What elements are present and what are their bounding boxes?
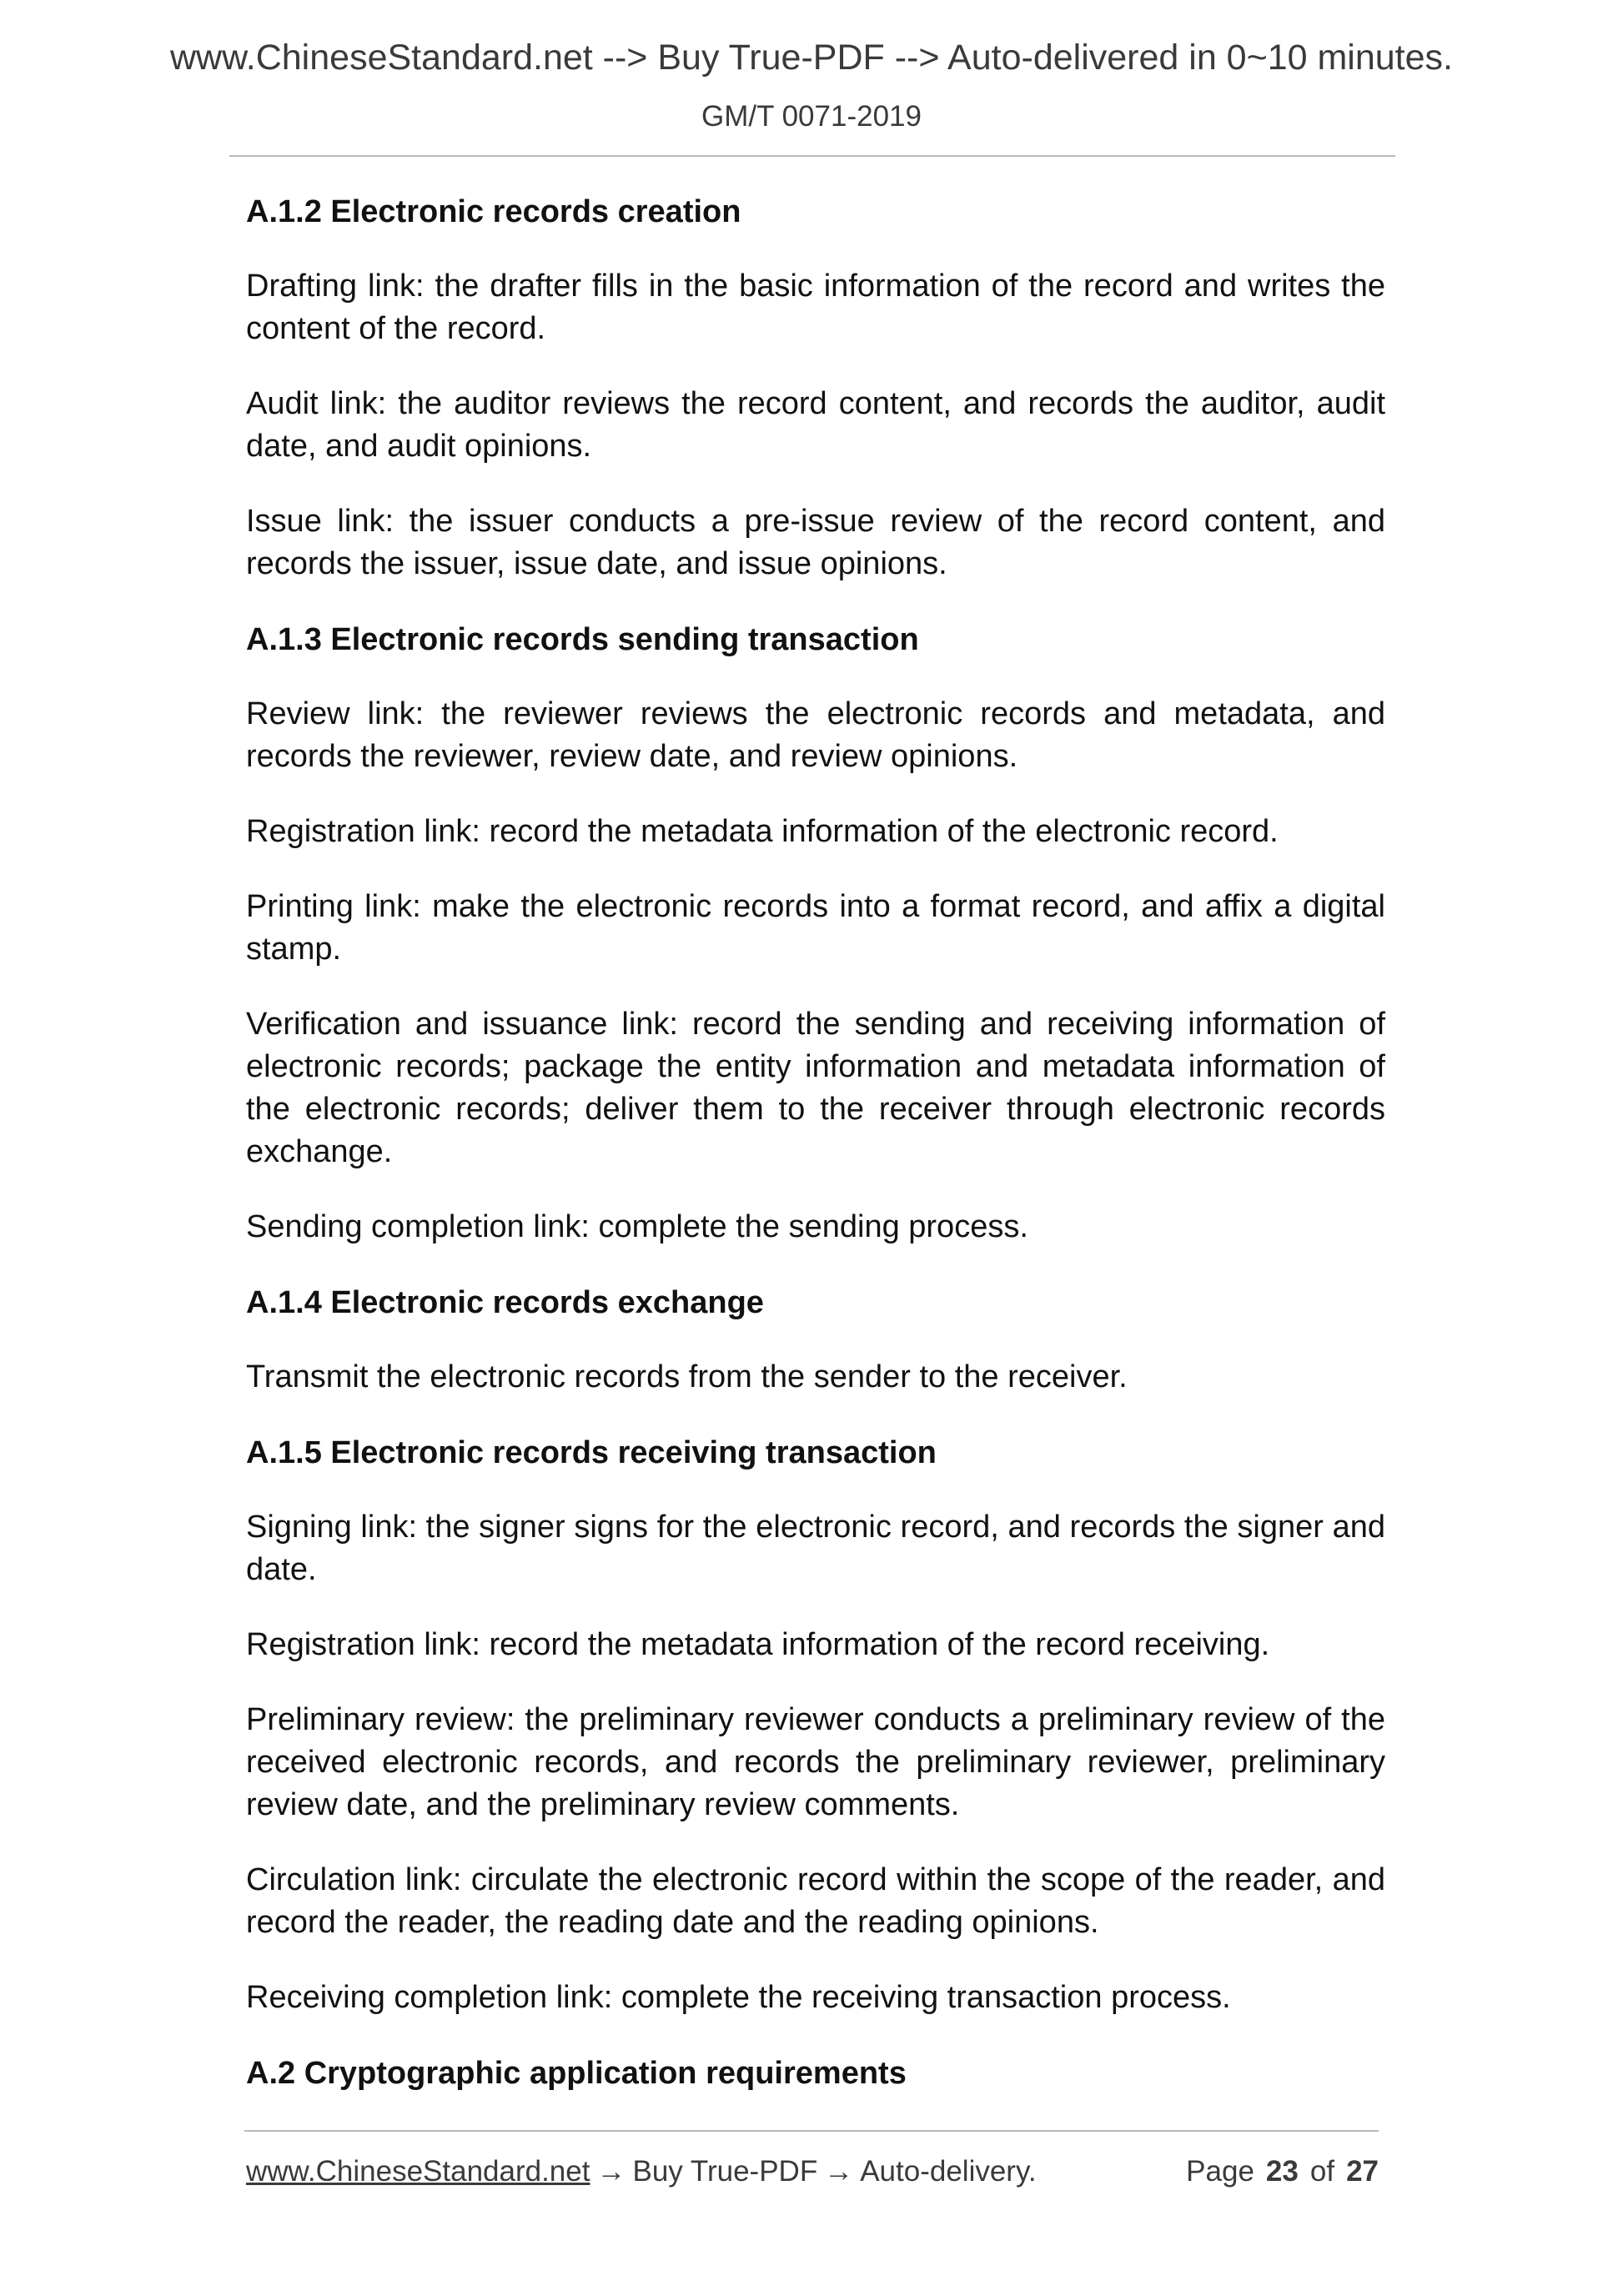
page-footer	[246, 2150, 1379, 2193]
paragraph: Signing link: the signer signs for the electronic record, and records the signer and date.	[246, 1510, 1385, 1587]
buy-true-pdf-text: Buy True-PDF	[632, 2155, 818, 2188]
paragraph: Drafting link: the drafter fills in the basic information of the record and writes the content of the record.	[246, 269, 1385, 346]
document-body	[246, 190, 1385, 2127]
paragraph: Registration link: record the metadata information of the electronic record.	[246, 814, 1279, 849]
paragraph: Verification and issuance link: record the sending and receiving information of electronic records; package the entity information and metadata information of the electronic records; deliver them to the receiver through electronic records exchange.	[246, 1007, 1385, 1169]
paragraph: Preliminary review: the preliminary reviewer conducts a preliminary review of the received electronic records, and records the preliminary reviewer, preliminary review date, and the preliminary review comments.	[246, 1702, 1385, 1822]
total-pages: 27	[1346, 2155, 1379, 2188]
footer-promo	[246, 2150, 1037, 2193]
auto-delivery-text: Auto-delivery.	[860, 2155, 1037, 2188]
section-heading: A.1.5 Electronic records receiving transaction	[246, 1435, 937, 1470]
paragraph: Printing link: make the electronic records into a format record, and affix a digital stamp.	[246, 889, 1385, 967]
header-divider	[229, 155, 1395, 157]
footer-divider	[244, 2130, 1379, 2132]
paragraph: Circulation link: circulate the electronic record within the scope of the reader, and record the reader, the reading date and the reading opinions.	[246, 1862, 1385, 1940]
section-heading: A.1.3 Electronic records sending transaction	[246, 622, 919, 657]
page-number	[1186, 2150, 1379, 2193]
paragraph: Sending completion link: complete the sending process.	[246, 1209, 1028, 1244]
page-of-label: of	[1309, 2155, 1335, 2188]
section-heading: A.1.4 Electronic records exchange	[246, 1285, 764, 1320]
paragraph: Review link: the reviewer reviews the electronic records and metadata, and records the reviewer, review date, and review opinions.	[246, 696, 1385, 774]
paragraph: Transmit the electronic records from the sender to the receiver.	[246, 1359, 1128, 1394]
paragraph: Audit link: the auditor reviews the record content, and records the auditor, audit date, and audit opinions.	[246, 386, 1385, 464]
current-page: 23	[1265, 2155, 1299, 2188]
page-label: Page	[1186, 2155, 1254, 2188]
paragraph: Registration link: record the metadata information of the record receiving.	[246, 1627, 1270, 1662]
right-arrow-icon: →	[596, 2155, 626, 2188]
section-heading: A.1.2 Electronic records creation	[246, 194, 741, 229]
right-arrow-icon: →	[824, 2155, 854, 2188]
section-heading: A.2 Cryptographic application requirements	[246, 2056, 907, 2091]
paragraph: Issue link: the issuer conducts a pre-issue review of the record content, and records the issuer, issue date, and issue opinions.	[246, 504, 1385, 581]
top-banner: www.ChineseStandard.net --> Buy True-PDF --> Auto-delivered in 0~10 minutes.	[169, 38, 1453, 78]
website-link[interactable]: www.ChineseStandard.net	[246, 2155, 590, 2188]
document-code: GM/T 0071-2019	[701, 100, 922, 133]
paragraph: Receiving completion link: complete the receiving transaction process.	[246, 1980, 1231, 2015]
